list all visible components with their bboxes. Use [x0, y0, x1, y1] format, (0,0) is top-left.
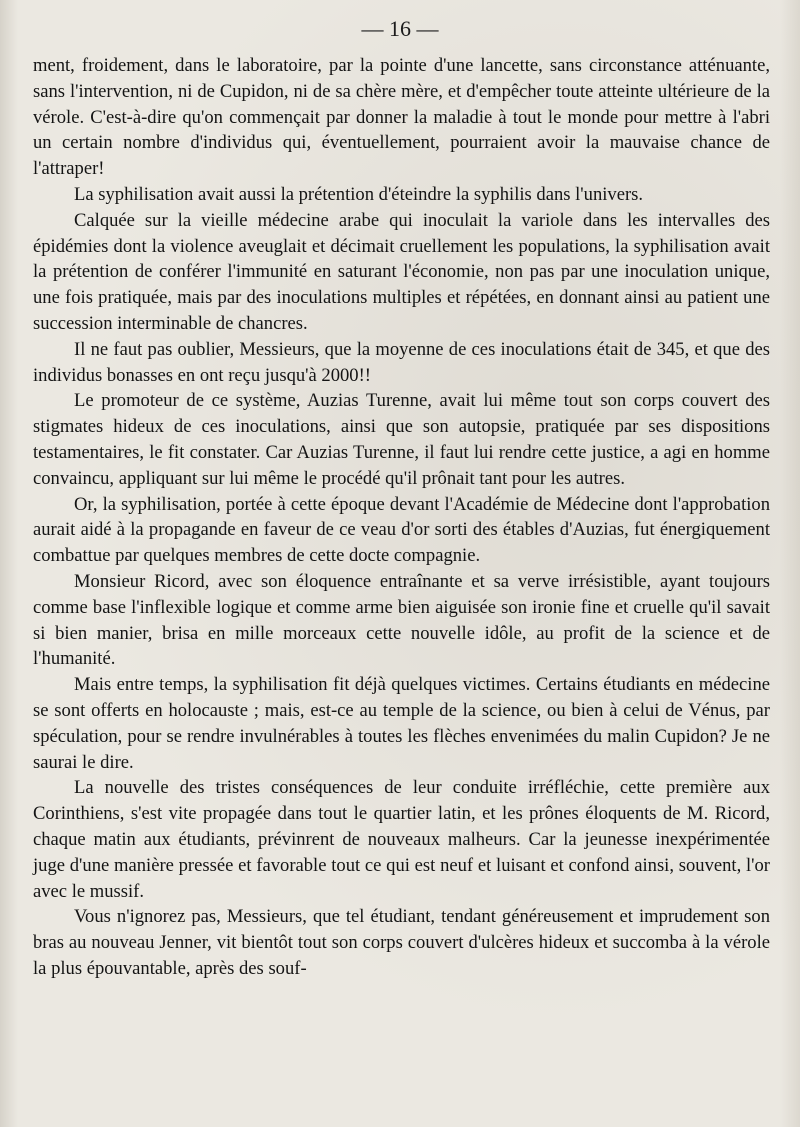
paragraph: Monsieur Ricord, avec son éloquence entraînante et sa verve irrésistible, ayant toujours comme base l'inflexible logique et comme arme bien aiguisée son ironie fine et cruelle qu'il savait si bien manier, brisa en mille morceaux cette nouvelle idôle, au profit de la science et de l'humanité. [33, 570, 770, 670]
paragraph: ment, froidement, dans le laboratoire, par la pointe d'une lancette, sans circonstance atténuante, sans l'intervention, ni de Cupidon, ni de sa chère mère, et d'empêcher toute atteinte ultérieure de la vérole. C'est-à-dire qu'on commençait par donner la maladie à tout le monde pour mettre à l'abri un certain nombre d'individus qui, éventuellement, pourraient avoir la mauvaise chance de l'attraper! [33, 55, 770, 180]
page-number: — 16 — [361, 16, 439, 41]
paragraph: Il ne faut pas oublier, Messieurs, que la moyenne de ces inoculations était de 345, et que des individus bonasses en ont reçu jusqu'à 2000!! [33, 338, 770, 386]
paragraph: La syphilisation avait aussi la prétention d'éteindre la syphilis dans l'univers. [74, 183, 644, 205]
paragraph: Calquée sur la vieille médecine arabe qui inoculait la variole dans les intervalles des épidémies dont la violence aveuglait et décimait cruellement les populations, la syphilisation avait la prétention de conférer l'immunité en saturant l'économie, non pas par une inoculation unique, une fois pratiquée, mais par des inoculations multiples et répétées, en donnant ainsi au patient une succession interminable de chancres. [33, 209, 770, 334]
body-text [33, 53, 770, 982]
paragraph: La nouvelle des tristes conséquences de leur conduite irréfléchie, cette première aux Corinthiens, s'est vite propagée dans tout le quartier latin, et les prônes éloquents de M. Ricord, chaque matin aux étudiants, prévinrent de nouveaux malheurs. Car la jeunesse inexpérimentée juge d'une manière pressée et favorable tout ce qui est neuf et luisant et confond ainsi, souvent, l'or avec le mussif. [33, 777, 770, 902]
paragraph: Vous n'ignorez pas, Messieurs, que tel étudiant, tendant généreusement et imprudement son bras au nouveau Jenner, vit bientôt tout son corps couvert d'ulcères hideux et succomba à la vérole la plus épouvantable, après des souf- [33, 906, 770, 979]
paragraph: Or, la syphilisation, portée à cette époque devant l'Académie de Médecine dont l'approbation aurait aidé à la propagande en faveur de ce veau d'or sorti des étables d'Auzias, fut énergiquement combattue par quelques membres de cette docte compagnie. [33, 493, 770, 567]
paragraph: Mais entre temps, la syphilisation fit déjà quelques victimes. Certains étudiants en médecine se sont offerts en holocauste ; mais, est-ce au temple de la science, ou bien à celui de Vénus, par spéculation, pour se rendre invulnérables à toutes les flèches envenimées du malin Cupidon? Je ne saurai le dire. [33, 674, 770, 773]
paragraph: Le promoteur de ce système, Auzias Turenne, avait lui même tout son corps couvert des stigmates hideux de ces inoculations, ainsi que son autopsie, pratiquée par ses dispositions testamentaires, le fit constater. Car Auzias Turenne, il faut lui rendre cette justice, a agi en homme convaincu, appliquant sur lui même le procédé qu'il prônait tant pour les autres. [33, 390, 770, 489]
